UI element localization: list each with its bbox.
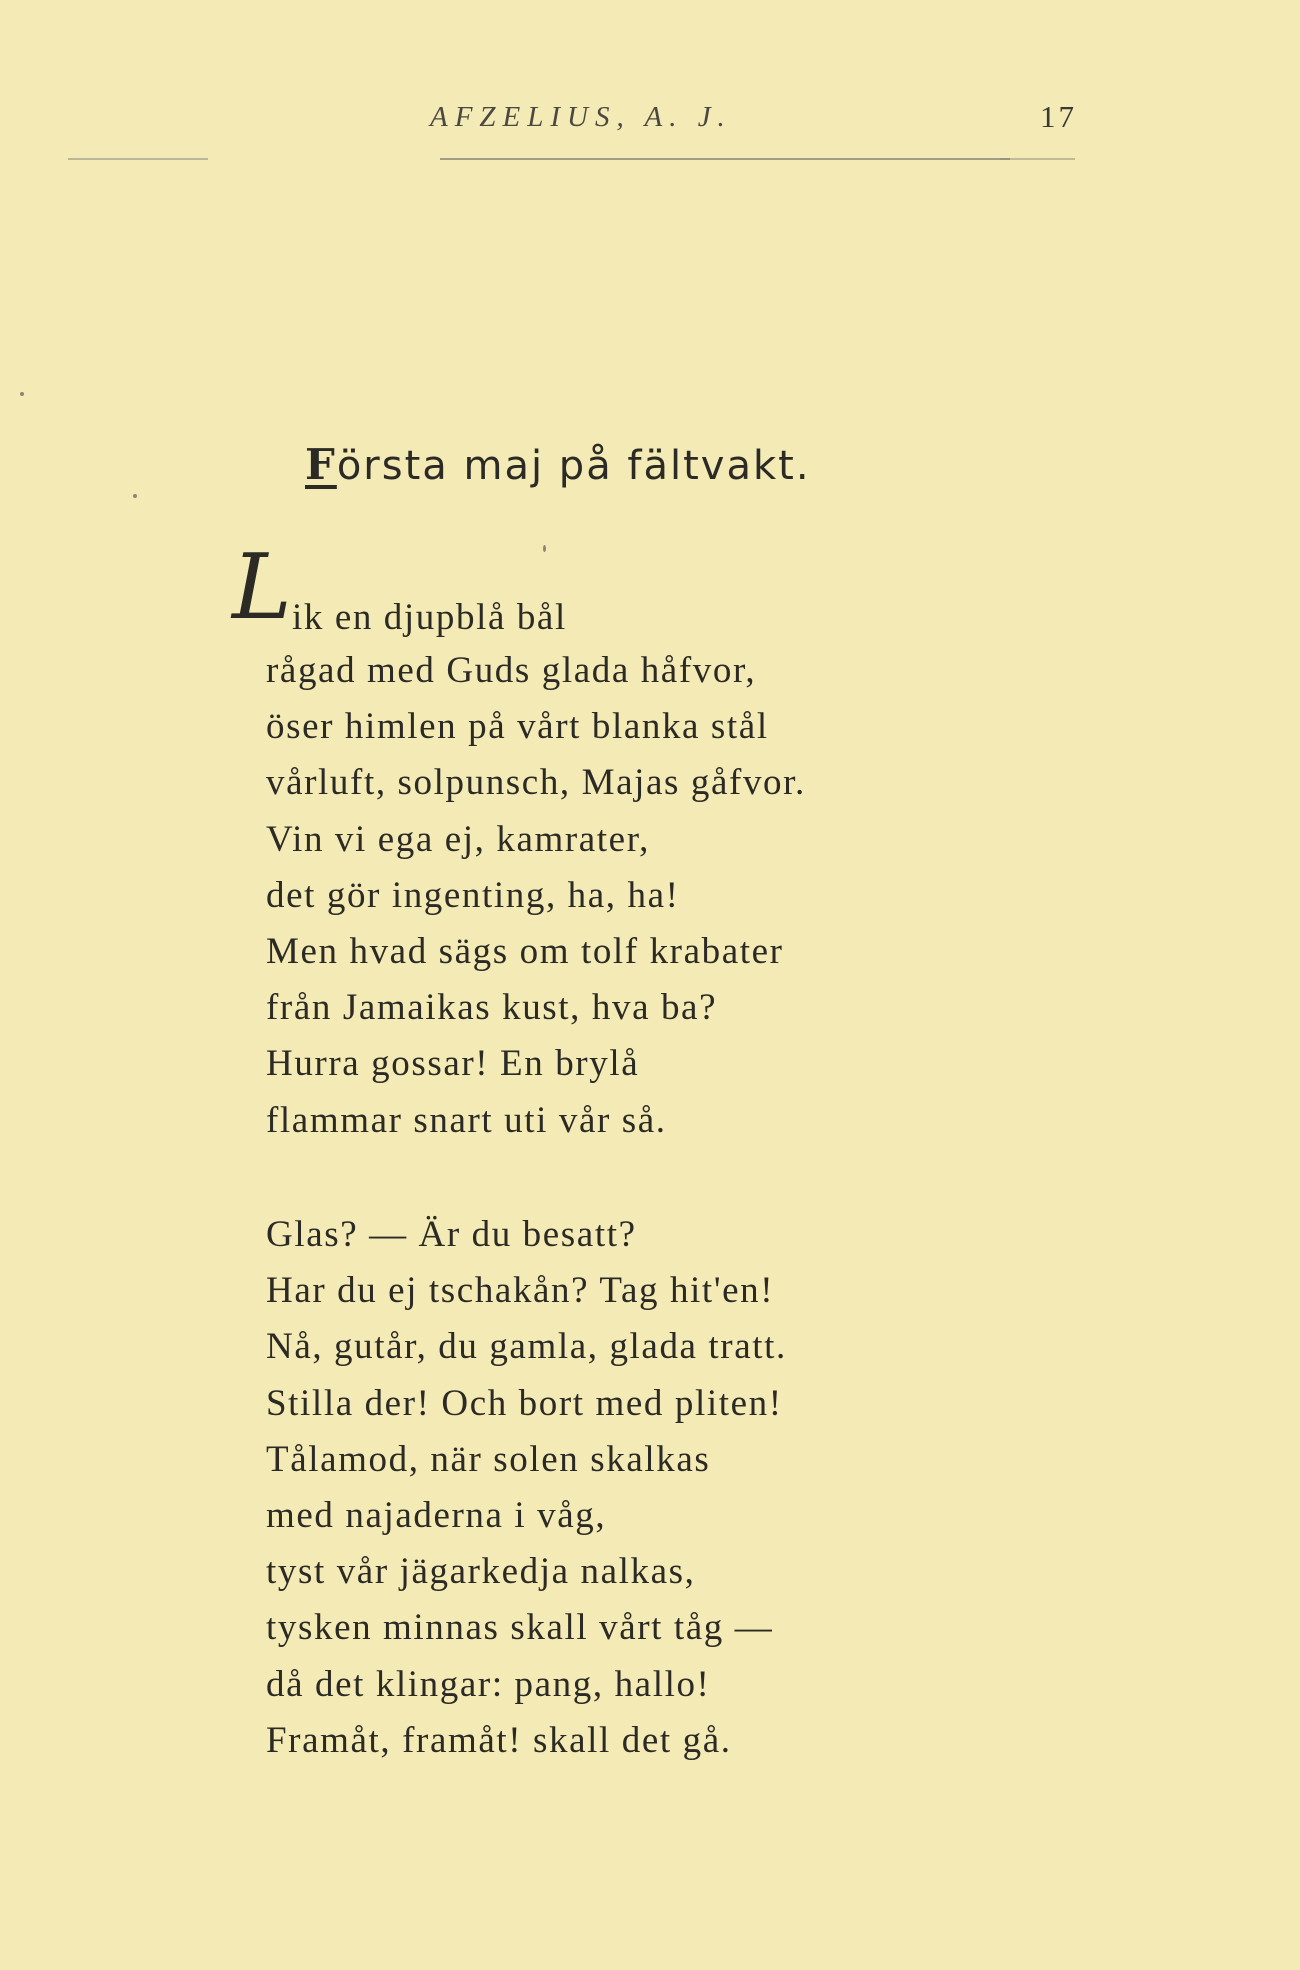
title-decorated-initial: F bbox=[305, 440, 337, 489]
verse-line: Har du ej tschakån? Tag hit'en! bbox=[266, 1270, 775, 1312]
verse-line: Glas? — Är du besatt? bbox=[266, 1214, 637, 1255]
stanza-2 bbox=[266, 1207, 966, 1769]
verse-line: rågad med Guds glada håfvor, bbox=[266, 650, 757, 691]
verse-line: Vin vi ega ej, kamrater, bbox=[266, 818, 650, 860]
verse-line: öser himlen på vårt blanka stål bbox=[266, 706, 769, 748]
page-number: 17 bbox=[1040, 99, 1077, 134]
poem-title bbox=[305, 440, 811, 489]
verse-line: Stilla der! Och bort med pliten! bbox=[266, 1382, 783, 1424]
verse-line: då det klingar: pang, hallo! bbox=[266, 1663, 711, 1705]
drop-cap-initial: L bbox=[232, 535, 292, 640]
verse-line: med najaderna i våg, bbox=[266, 1495, 607, 1537]
paper-speck bbox=[543, 545, 546, 552]
verse-line: tyst vår jägarkedja nalkas, bbox=[266, 1551, 696, 1593]
stanza-1-first-line: ik en djupblå bål bbox=[292, 597, 567, 638]
verse-line: Tålamod, när solen skalkas bbox=[266, 1438, 711, 1480]
stanza-1 bbox=[266, 643, 966, 1149]
verse-line: Men hvad sägs om tolf krabater bbox=[266, 931, 784, 973]
header-rule-left bbox=[68, 158, 208, 160]
header-rule-right bbox=[1000, 158, 1075, 160]
verse-line: från Jamaikas kust, hva ba? bbox=[266, 987, 718, 1029]
paper-speck bbox=[133, 494, 137, 498]
running-head bbox=[0, 95, 1300, 145]
verse-line: Hurra gossar! En brylå bbox=[266, 1043, 640, 1085]
title-text: örsta maj på fältvakt. bbox=[336, 443, 811, 489]
paper-speck bbox=[20, 392, 24, 396]
verse-line: vårluft, solpunsch, Majas gåfvor. bbox=[266, 762, 806, 804]
header-rule-center bbox=[440, 158, 1010, 160]
verse-line: tysken minnas skall vårt tåg — bbox=[266, 1607, 774, 1649]
verse-line: det gör ingenting, ha, ha! bbox=[266, 874, 680, 916]
running-head-author: AFZELIUS, A. J. bbox=[430, 101, 732, 133]
verse-line: Framåt, framåt! skall det gå. bbox=[266, 1719, 732, 1761]
verse-line: Nå, gutår, du gamla, glada tratt. bbox=[266, 1326, 787, 1368]
verse-line: flammar snart uti vår så. bbox=[266, 1099, 667, 1141]
